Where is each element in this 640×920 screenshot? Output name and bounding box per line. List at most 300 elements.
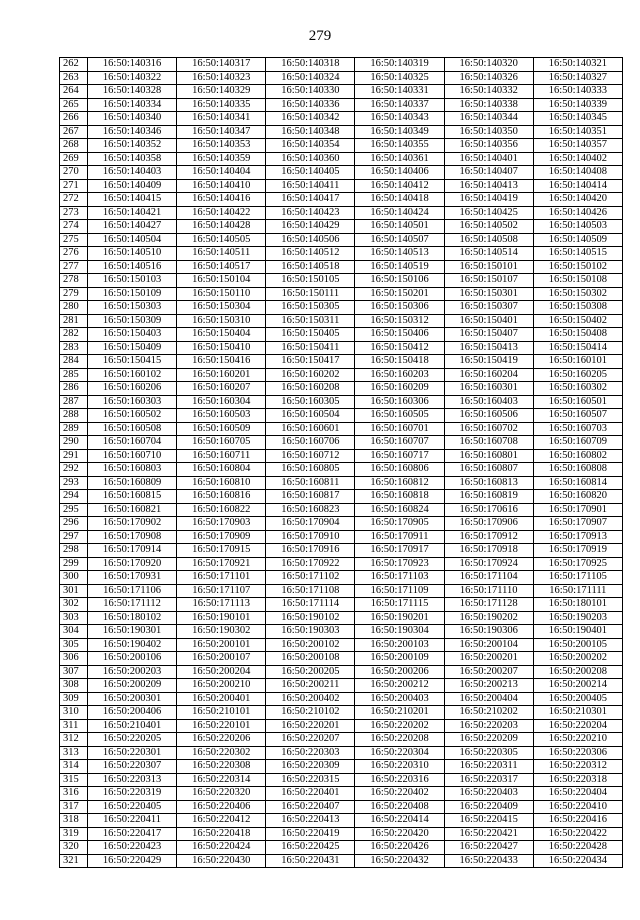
cadastral-number-cell: 16:50:220404 xyxy=(533,787,622,801)
row-number-cell: 262 xyxy=(60,58,88,72)
cadastral-number-cell: 16:50:140325 xyxy=(355,71,444,85)
cadastral-number-cell: 16:50:160801 xyxy=(444,449,533,463)
cadastral-number-cell: 16:50:160204 xyxy=(444,368,533,382)
cadastral-number-cell: 16:50:140413 xyxy=(444,179,533,193)
table-row xyxy=(60,314,623,328)
cadastral-number-cell: 16:50:140502 xyxy=(444,220,533,234)
cadastral-number-cell: 16:50:200406 xyxy=(88,706,177,720)
cadastral-number-cell: 16:50:160813 xyxy=(444,476,533,490)
cadastral-number-cell: 16:50:220418 xyxy=(177,827,266,841)
cadastral-number-cell: 16:50:150105 xyxy=(266,274,355,288)
cadastral-number-cell: 16:50:220421 xyxy=(444,827,533,841)
cadastral-number-cell: 16:50:220430 xyxy=(177,854,266,868)
cadastral-number-cell: 16:50:220312 xyxy=(533,760,622,774)
cadastral-number-cell: 16:50:160708 xyxy=(444,436,533,450)
cadastral-number-cell: 16:50:160815 xyxy=(88,490,177,504)
cadastral-number-cell: 16:50:220315 xyxy=(266,773,355,787)
cadastral-number-cell: 16:50:170925 xyxy=(533,557,622,571)
cadastral-number-cell: 16:50:150308 xyxy=(533,301,622,315)
table-row xyxy=(60,544,623,558)
cadastral-number-cell: 16:50:150107 xyxy=(444,274,533,288)
cadastral-number-cell: 16:50:171111 xyxy=(533,584,622,598)
cadastral-number-cell: 16:50:210202 xyxy=(444,706,533,720)
cadastral-number-cell: 16:50:210301 xyxy=(533,706,622,720)
cadastral-number-cell: 16:50:160502 xyxy=(88,409,177,423)
cadastral-number-cell: 16:50:210102 xyxy=(266,706,355,720)
cadastral-number-cell: 16:50:220308 xyxy=(177,760,266,774)
cadastral-number-cell: 16:50:200301 xyxy=(88,692,177,706)
page-number: 279 xyxy=(308,28,332,44)
cadastral-number-cell: 16:50:220402 xyxy=(355,787,444,801)
table-row xyxy=(60,341,623,355)
cadastral-number-cell: 16:50:150301 xyxy=(444,287,533,301)
cadastral-number-cell: 16:50:150409 xyxy=(88,341,177,355)
cadastral-number-cell: 16:50:140418 xyxy=(355,193,444,207)
cadastral-number-cell: 16:50:140351 xyxy=(533,125,622,139)
cadastral-number-cell: 16:50:171103 xyxy=(355,571,444,585)
cadastral-number-cell: 16:50:220420 xyxy=(355,827,444,841)
cadastral-number-cell: 16:50:171102 xyxy=(266,571,355,585)
cadastral-number-cell: 16:50:160802 xyxy=(533,449,622,463)
cadastral-number-cell: 16:50:140357 xyxy=(533,139,622,153)
cadastral-number-cell: 16:50:160503 xyxy=(177,409,266,423)
cadastral-number-cell: 16:50:140517 xyxy=(177,260,266,274)
cadastral-number-cell: 16:50:170908 xyxy=(88,530,177,544)
cadastral-number-cell: 16:50:171109 xyxy=(355,584,444,598)
cadastral-number-cell: 16:50:200206 xyxy=(355,665,444,679)
cadastral-number-cell: 16:50:140354 xyxy=(266,139,355,153)
cadastral-number-cell: 16:50:140507 xyxy=(355,233,444,247)
cadastral-number-cell: 16:50:220423 xyxy=(88,841,177,855)
cadastral-number-cell: 16:50:170904 xyxy=(266,517,355,531)
cadastral-number-cell: 16:50:220419 xyxy=(266,827,355,841)
cadastral-number-cell: 16:50:160601 xyxy=(266,422,355,436)
table-row xyxy=(60,368,623,382)
cadastral-number-cell: 16:50:150104 xyxy=(177,274,266,288)
cadastral-number-cell: 16:50:140503 xyxy=(533,220,622,234)
cadastral-number-cell: 16:50:220318 xyxy=(533,773,622,787)
row-number-cell: 305 xyxy=(60,638,88,652)
row-number-cell: 286 xyxy=(60,382,88,396)
cadastral-number-cell: 16:50:140352 xyxy=(88,139,177,153)
table-row xyxy=(60,422,623,436)
cadastral-number-cell: 16:50:220412 xyxy=(177,814,266,828)
cadastral-number-cell: 16:50:150201 xyxy=(355,287,444,301)
cadastral-number-cell: 16:50:160710 xyxy=(88,449,177,463)
cadastral-number-cell: 16:50:140347 xyxy=(177,125,266,139)
cadastral-number-cell: 16:50:140360 xyxy=(266,152,355,166)
cadastral-number-cell: 16:50:220414 xyxy=(355,814,444,828)
table-row xyxy=(60,584,623,598)
cadastral-number-cell: 16:50:170917 xyxy=(355,544,444,558)
cadastral-number-cell: 16:50:200208 xyxy=(533,665,622,679)
table-row xyxy=(60,476,623,490)
table-row xyxy=(60,665,623,679)
cadastral-number-cell: 16:50:160711 xyxy=(177,449,266,463)
cadastral-number-cell: 16:50:160102 xyxy=(88,368,177,382)
cadastral-number-cell: 16:50:150305 xyxy=(266,301,355,315)
cadastral-number-cell: 16:50:200204 xyxy=(177,665,266,679)
row-number-cell: 300 xyxy=(60,571,88,585)
cadastral-number-cell: 16:50:220320 xyxy=(177,787,266,801)
cadastral-number-cell: 16:50:140409 xyxy=(88,179,177,193)
cadastral-number-cell: 16:50:150412 xyxy=(355,341,444,355)
cadastral-number-cell: 16:50:200108 xyxy=(266,652,355,666)
cadastral-number-cell: 16:50:150310 xyxy=(177,314,266,328)
cadastral-number-cell: 16:50:220408 xyxy=(355,800,444,814)
cadastral-number-cell: 16:50:171108 xyxy=(266,584,355,598)
cadastral-number-cell: 16:50:160504 xyxy=(266,409,355,423)
cadastral-number-cell: 16:50:171114 xyxy=(266,598,355,612)
cadastral-number-cell: 16:50:150304 xyxy=(177,301,266,315)
cadastral-number-cell: 16:50:160304 xyxy=(177,395,266,409)
cadastral-number-cell: 16:50:160717 xyxy=(355,449,444,463)
row-number-cell: 318 xyxy=(60,814,88,828)
cadastral-number-cell: 16:50:150408 xyxy=(533,328,622,342)
cadastral-number-cell: 16:50:170905 xyxy=(355,517,444,531)
cadastral-number-cell: 16:50:140420 xyxy=(533,193,622,207)
cadastral-number-cell: 16:50:190201 xyxy=(355,611,444,625)
cadastral-number-cell: 16:50:140356 xyxy=(444,139,533,153)
table-row xyxy=(60,409,623,423)
row-number-cell: 320 xyxy=(60,841,88,855)
cadastral-number-cell: 16:50:170616 xyxy=(444,503,533,517)
cadastral-number-cell: 16:50:150106 xyxy=(355,274,444,288)
cadastral-number-cell: 16:50:200203 xyxy=(88,665,177,679)
cadastral-number-cell: 16:50:150410 xyxy=(177,341,266,355)
cadastral-number-cell: 16:50:170922 xyxy=(266,557,355,571)
cadastral-number-cell: 16:50:220205 xyxy=(88,733,177,747)
cadastral-number-cell: 16:50:220424 xyxy=(177,841,266,855)
row-number-cell: 280 xyxy=(60,301,88,315)
cadastral-number-cell: 16:50:170906 xyxy=(444,517,533,531)
cadastral-number-cell: 16:50:140353 xyxy=(177,139,266,153)
cadastral-number-cell: 16:50:220431 xyxy=(266,854,355,868)
row-number-cell: 298 xyxy=(60,544,88,558)
cadastral-number-cell: 16:50:220203 xyxy=(444,719,533,733)
cadastral-number-cell: 16:50:200104 xyxy=(444,638,533,652)
cadastral-number-cell: 16:50:160508 xyxy=(88,422,177,436)
cadastral-number-cell: 16:50:150101 xyxy=(444,260,533,274)
cadastral-number-cell: 16:50:220407 xyxy=(266,800,355,814)
row-number-cell: 292 xyxy=(60,463,88,477)
cadastral-number-cell: 16:50:140415 xyxy=(88,193,177,207)
cadastral-number-cell: 16:50:220316 xyxy=(355,773,444,787)
table-row xyxy=(60,841,623,855)
cadastral-number-cell: 16:50:190303 xyxy=(266,625,355,639)
row-number-cell: 314 xyxy=(60,760,88,774)
cadastral-number-cell: 16:50:190203 xyxy=(533,611,622,625)
cadastral-number-cell: 16:50:200211 xyxy=(266,679,355,693)
cadastral-number-cell: 16:50:140341 xyxy=(177,112,266,126)
cadastral-number-cell: 16:50:220406 xyxy=(177,800,266,814)
cadastral-number-cell: 16:50:140512 xyxy=(266,247,355,261)
cadastral-number-cell: 16:50:140411 xyxy=(266,179,355,193)
cadastral-number-cell: 16:50:160805 xyxy=(266,463,355,477)
table-row xyxy=(60,449,623,463)
cadastral-number-cell: 16:50:140336 xyxy=(266,98,355,112)
cadastral-number-cell: 16:50:140346 xyxy=(88,125,177,139)
cadastral-number-cell: 16:50:200209 xyxy=(88,679,177,693)
cadastral-number-cell: 16:50:220201 xyxy=(266,719,355,733)
cadastral-number-cell: 16:50:160702 xyxy=(444,422,533,436)
table-row xyxy=(60,706,623,720)
cadastral-number-cell: 16:50:160703 xyxy=(533,422,622,436)
cadastral-number-cell: 16:50:140519 xyxy=(355,260,444,274)
cadastral-number-cell: 16:50:190401 xyxy=(533,625,622,639)
cadastral-number-cell: 16:50:200404 xyxy=(444,692,533,706)
cadastral-number-cell: 16:50:220429 xyxy=(88,854,177,868)
row-number-cell: 307 xyxy=(60,665,88,679)
cadastral-number-cell: 16:50:220405 xyxy=(88,800,177,814)
cadastral-number-cell: 16:50:220319 xyxy=(88,787,177,801)
cadastral-number-cell: 16:50:220303 xyxy=(266,746,355,760)
cadastral-number-cell: 16:50:140319 xyxy=(355,58,444,72)
cadastral-number-cell: 16:50:220425 xyxy=(266,841,355,855)
cadastral-number-cell: 16:50:200106 xyxy=(88,652,177,666)
table-row xyxy=(60,746,623,760)
cadastral-number-cell: 16:50:170909 xyxy=(177,530,266,544)
cadastral-number-cell: 16:50:140316 xyxy=(88,58,177,72)
cadastral-number-cell: 16:50:140501 xyxy=(355,220,444,234)
row-number-cell: 289 xyxy=(60,422,88,436)
table-row xyxy=(60,58,623,72)
cadastral-number-cell: 16:50:190301 xyxy=(88,625,177,639)
row-number-cell: 312 xyxy=(60,733,88,747)
cadastral-number-cell: 16:50:140324 xyxy=(266,71,355,85)
table-row xyxy=(60,517,623,531)
cadastral-number-cell: 16:50:150311 xyxy=(266,314,355,328)
cadastral-number-cell: 16:50:220416 xyxy=(533,814,622,828)
table-row xyxy=(60,814,623,828)
row-number-cell: 271 xyxy=(60,179,88,193)
cadastral-number-cell: 16:50:190402 xyxy=(88,638,177,652)
cadastral-number-cell: 16:50:160507 xyxy=(533,409,622,423)
cadastral-number-cell: 16:50:220202 xyxy=(355,719,444,733)
cadastral-number-cell: 16:50:160807 xyxy=(444,463,533,477)
cadastral-number-cell: 16:50:140317 xyxy=(177,58,266,72)
cadastral-number-cell: 16:50:190306 xyxy=(444,625,533,639)
cadastral-number-cell: 16:50:140506 xyxy=(266,233,355,247)
cadastral-number-cell: 16:50:140326 xyxy=(444,71,533,85)
row-number-cell: 287 xyxy=(60,395,88,409)
cadastral-number-cell: 16:50:150108 xyxy=(533,274,622,288)
cadastral-number-cell: 16:50:220307 xyxy=(88,760,177,774)
cadastral-number-cell: 16:50:140505 xyxy=(177,233,266,247)
row-number-cell: 283 xyxy=(60,341,88,355)
table-row xyxy=(60,301,623,315)
cadastral-quarters-table xyxy=(59,57,623,868)
cadastral-number-cell: 16:50:220207 xyxy=(266,733,355,747)
cadastral-number-cell: 16:50:200107 xyxy=(177,652,266,666)
table-row xyxy=(60,287,623,301)
cadastral-number-cell: 16:50:150110 xyxy=(177,287,266,301)
cadastral-number-cell: 16:50:171112 xyxy=(88,598,177,612)
table-row xyxy=(60,733,623,747)
cadastral-number-cell: 16:50:140338 xyxy=(444,98,533,112)
cadastral-number-cell: 16:50:220403 xyxy=(444,787,533,801)
cadastral-number-cell: 16:50:160705 xyxy=(177,436,266,450)
cadastral-number-cell: 16:50:140416 xyxy=(177,193,266,207)
cadastral-number-cell: 16:50:150102 xyxy=(533,260,622,274)
cadastral-number-cell: 16:50:220206 xyxy=(177,733,266,747)
row-number-cell: 285 xyxy=(60,368,88,382)
table-row xyxy=(60,436,623,450)
cadastral-number-cell: 16:50:140417 xyxy=(266,193,355,207)
cadastral-number-cell: 16:50:140318 xyxy=(266,58,355,72)
row-number-cell: 275 xyxy=(60,233,88,247)
cadastral-number-cell: 16:50:150418 xyxy=(355,355,444,369)
cadastral-number-cell: 16:50:220409 xyxy=(444,800,533,814)
cadastral-number-cell: 16:50:220313 xyxy=(88,773,177,787)
cadastral-number-cell: 16:50:140422 xyxy=(177,206,266,220)
cadastral-number-cell: 16:50:200207 xyxy=(444,665,533,679)
cadastral-number-cell: 16:50:171128 xyxy=(444,598,533,612)
table-row xyxy=(60,166,623,180)
cadastral-number-cell: 16:50:140343 xyxy=(355,112,444,126)
cadastral-number-cell: 16:50:160506 xyxy=(444,409,533,423)
table-row xyxy=(60,692,623,706)
cadastral-number-cell: 16:50:150302 xyxy=(533,287,622,301)
cadastral-number-cell: 16:50:150403 xyxy=(88,328,177,342)
cadastral-number-cell: 16:50:160706 xyxy=(266,436,355,450)
cadastral-number-cell: 16:50:140342 xyxy=(266,112,355,126)
cadastral-number-cell: 16:50:160822 xyxy=(177,503,266,517)
row-number-cell: 282 xyxy=(60,328,88,342)
row-number-cell: 266 xyxy=(60,112,88,126)
cadastral-number-cell: 16:50:140350 xyxy=(444,125,533,139)
table-row xyxy=(60,530,623,544)
cadastral-number-cell: 16:50:140429 xyxy=(266,220,355,234)
table-row xyxy=(60,773,623,787)
cadastral-number-cell: 16:50:140428 xyxy=(177,220,266,234)
cadastral-number-cell: 16:50:140322 xyxy=(88,71,177,85)
cadastral-number-cell: 16:50:140427 xyxy=(88,220,177,234)
table-row xyxy=(60,382,623,396)
cadastral-number-cell: 16:50:160201 xyxy=(177,368,266,382)
cadastral-number-cell: 16:50:200403 xyxy=(355,692,444,706)
cadastral-number-cell: 16:50:160804 xyxy=(177,463,266,477)
cadastral-number-cell: 16:50:200210 xyxy=(177,679,266,693)
row-number-cell: 306 xyxy=(60,652,88,666)
cadastral-number-cell: 16:50:220401 xyxy=(266,787,355,801)
table-row xyxy=(60,193,623,207)
cadastral-number-cell: 16:50:220428 xyxy=(533,841,622,855)
row-number-cell: 319 xyxy=(60,827,88,841)
cadastral-number-cell: 16:50:220426 xyxy=(355,841,444,855)
cadastral-number-cell: 16:50:150407 xyxy=(444,328,533,342)
cadastral-number-cell: 16:50:160208 xyxy=(266,382,355,396)
cadastral-number-cell: 16:50:220410 xyxy=(533,800,622,814)
table-row xyxy=(60,395,623,409)
cadastral-number-cell: 16:50:140518 xyxy=(266,260,355,274)
cadastral-number-cell: 16:50:140423 xyxy=(266,206,355,220)
cadastral-number-cell: 16:50:150103 xyxy=(88,274,177,288)
row-number-cell: 288 xyxy=(60,409,88,423)
cadastral-number-cell: 16:50:160810 xyxy=(177,476,266,490)
cadastral-number-cell: 16:50:160823 xyxy=(266,503,355,517)
cadastral-number-cell: 16:50:170921 xyxy=(177,557,266,571)
table-row xyxy=(60,152,623,166)
row-number-cell: 310 xyxy=(60,706,88,720)
cadastral-number-cell: 16:50:140331 xyxy=(355,85,444,99)
cadastral-number-cell: 16:50:170913 xyxy=(533,530,622,544)
row-number-cell: 294 xyxy=(60,490,88,504)
table-row xyxy=(60,125,623,139)
cadastral-number-cell: 16:50:140516 xyxy=(88,260,177,274)
cadastral-number-cell: 16:50:170923 xyxy=(355,557,444,571)
cadastral-number-cell: 16:50:200201 xyxy=(444,652,533,666)
cadastral-number-cell: 16:50:171107 xyxy=(177,584,266,598)
cadastral-number-cell: 16:50:170915 xyxy=(177,544,266,558)
cadastral-number-cell: 16:50:160301 xyxy=(444,382,533,396)
cadastral-number-cell: 16:50:140401 xyxy=(444,152,533,166)
cadastral-number-cell: 16:50:150401 xyxy=(444,314,533,328)
cadastral-number-cell: 16:50:160806 xyxy=(355,463,444,477)
cadastral-number-cell: 16:50:140323 xyxy=(177,71,266,85)
cadastral-number-cell: 16:50:220433 xyxy=(444,854,533,868)
table-row xyxy=(60,571,623,585)
cadastral-number-cell: 16:50:220305 xyxy=(444,746,533,760)
cadastral-number-cell: 16:50:140330 xyxy=(266,85,355,99)
cadastral-number-cell: 16:50:150306 xyxy=(355,301,444,315)
table-row xyxy=(60,557,623,571)
cadastral-number-cell: 16:50:160816 xyxy=(177,490,266,504)
row-number-cell: 317 xyxy=(60,800,88,814)
cadastral-number-cell: 16:50:140329 xyxy=(177,85,266,99)
cadastral-number-cell: 16:50:170931 xyxy=(88,571,177,585)
cadastral-number-cell: 16:50:170924 xyxy=(444,557,533,571)
cadastral-number-cell: 16:50:190302 xyxy=(177,625,266,639)
cadastral-number-cell: 16:50:140515 xyxy=(533,247,622,261)
cadastral-number-cell: 16:50:140348 xyxy=(266,125,355,139)
row-number-cell: 278 xyxy=(60,274,88,288)
cadastral-number-cell: 16:50:220302 xyxy=(177,746,266,760)
cadastral-number-cell: 16:50:200401 xyxy=(177,692,266,706)
table-row xyxy=(60,625,623,639)
row-number-cell: 296 xyxy=(60,517,88,531)
cadastral-number-cell: 16:50:220411 xyxy=(88,814,177,828)
row-number-cell: 272 xyxy=(60,193,88,207)
cadastral-number-cell: 16:50:160209 xyxy=(355,382,444,396)
cadastral-number-cell: 16:50:140361 xyxy=(355,152,444,166)
cadastral-number-cell: 16:50:220434 xyxy=(533,854,622,868)
cadastral-number-cell: 16:50:160305 xyxy=(266,395,355,409)
cadastral-number-cell: 16:50:180101 xyxy=(533,598,622,612)
cadastral-number-cell: 16:50:170920 xyxy=(88,557,177,571)
cadastral-number-cell: 16:50:150406 xyxy=(355,328,444,342)
cadastral-number-cell: 16:50:140426 xyxy=(533,206,622,220)
cadastral-number-cell: 16:50:140332 xyxy=(444,85,533,99)
cadastral-number-cell: 16:50:140513 xyxy=(355,247,444,261)
table-row xyxy=(60,260,623,274)
cadastral-number-cell: 16:50:171113 xyxy=(177,598,266,612)
cadastral-number-cell: 16:50:140359 xyxy=(177,152,266,166)
table-row xyxy=(60,760,623,774)
cadastral-number-cell: 16:50:160811 xyxy=(266,476,355,490)
cadastral-number-cell: 16:50:160808 xyxy=(533,463,622,477)
cadastral-number-cell: 16:50:140424 xyxy=(355,206,444,220)
cadastral-number-cell: 16:50:190102 xyxy=(266,611,355,625)
cadastral-number-cell: 16:50:160306 xyxy=(355,395,444,409)
row-number-cell: 279 xyxy=(60,287,88,301)
cadastral-number-cell: 16:50:220422 xyxy=(533,827,622,841)
cadastral-number-cell: 16:50:160202 xyxy=(266,368,355,382)
cadastral-number-cell: 16:50:220417 xyxy=(88,827,177,841)
cadastral-number-cell: 16:50:220209 xyxy=(444,733,533,747)
cadastral-number-cell: 16:50:210101 xyxy=(177,706,266,720)
row-number-cell: 304 xyxy=(60,625,88,639)
